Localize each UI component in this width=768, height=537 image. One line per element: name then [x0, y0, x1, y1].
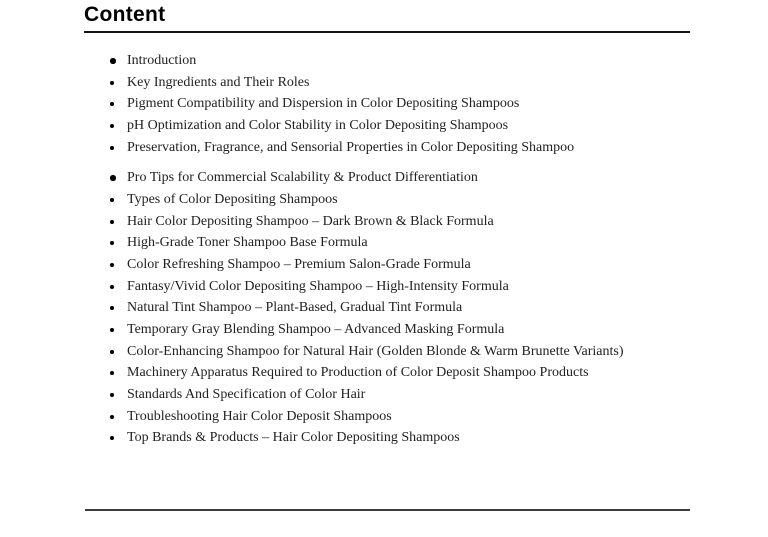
toc-section-1 — [110, 50, 738, 158]
toc-item-label: Temporary Gray Blending Shampoo – Advanced Masking Formula — [127, 321, 505, 337]
bullet-icon — [110, 371, 114, 375]
toc-item — [110, 254, 738, 276]
toc-item-label: Fantasy/Vivid Color Depositing Shampoo – High-Intensity Formula — [127, 278, 509, 294]
toc-item-label: Standards And Specification of Color Hair — [127, 386, 366, 402]
toc-item-label: pH Optimization and Color Stability in Color Depositing Shampoos — [127, 117, 509, 133]
toc-item-label: Types of Color Depositing Shampoos — [127, 191, 338, 207]
toc-item-label: Key Ingredients and Their Roles — [127, 74, 310, 90]
bullet-icon — [110, 241, 114, 245]
bullet-icon — [110, 220, 114, 224]
toc-item — [110, 115, 738, 137]
toc-item — [110, 362, 738, 384]
toc-item — [110, 50, 738, 72]
toc-item-label: Machinery Apparatus Required to Production of Color Deposit Shampoo Products — [127, 365, 589, 381]
toc-item — [110, 211, 738, 233]
toc-item — [110, 406, 738, 428]
bullet-icon — [110, 81, 114, 85]
toc-item-label: Introduction — [127, 53, 197, 68]
toc-item-label: Pro Tips for Commercial Scalability & Product Differentiation — [127, 170, 478, 186]
toc-item — [110, 297, 738, 319]
toc-item-label: High-Grade Toner Shampoo Base Formula — [127, 235, 368, 251]
toc-item-label: Natural Tint Shampoo – Plant-Based, Gradual Tint Formula — [127, 300, 463, 316]
toc-item — [110, 167, 738, 189]
toc-item — [110, 189, 738, 211]
toc-item — [110, 137, 738, 159]
bullet-icon — [110, 393, 114, 397]
bullet-icon — [110, 263, 114, 267]
toc-item-label: Color-Enhancing Shampoo for Natural Hair (Golden Blonde & Warm Brunette Variants) — [127, 343, 624, 359]
toc-item — [110, 384, 738, 406]
bullet-icon — [110, 285, 114, 289]
bullet-icon — [110, 306, 114, 310]
page-title: Content — [84, 3, 166, 26]
table-of-contents — [110, 50, 738, 449]
footer-rule — [85, 509, 690, 511]
bullet-icon — [110, 415, 114, 419]
bullet-icon — [110, 328, 114, 332]
toc-item — [110, 427, 738, 449]
bullet-icon — [110, 350, 114, 354]
bullet-icon — [110, 102, 114, 106]
toc-item-label: Troubleshooting Hair Color Deposit Shampoos — [127, 408, 392, 424]
bullet-icon — [110, 436, 114, 440]
toc-item — [110, 276, 738, 298]
toc-item — [110, 319, 738, 341]
bullet-icon — [110, 124, 114, 128]
toc-item-label: Color Refreshing Shampoo – Premium Salon-Grade Formula — [127, 256, 471, 272]
toc-item — [110, 93, 738, 115]
toc-item — [110, 72, 738, 94]
toc-item-label: Pigment Compatibility and Dispersion in Color Depositing Shampoos — [127, 96, 520, 112]
bullet-icon — [110, 175, 116, 181]
toc-item — [110, 341, 738, 363]
toc-item-label: Hair Color Depositing Shampoo – Dark Brown & Black Formula — [127, 213, 494, 229]
toc-item-label: Preservation, Fragrance, and Sensorial Properties in Color Depositing Shampoo — [127, 139, 575, 155]
bullet-icon — [110, 198, 114, 202]
bullet-icon — [110, 146, 114, 150]
toc-item-label: Top Brands & Products – Hair Color Depositing Shampoos — [127, 430, 460, 446]
toc-item — [110, 232, 738, 254]
toc-section-2 — [110, 167, 738, 449]
bullet-icon — [110, 58, 116, 64]
title-underline — [84, 31, 690, 33]
